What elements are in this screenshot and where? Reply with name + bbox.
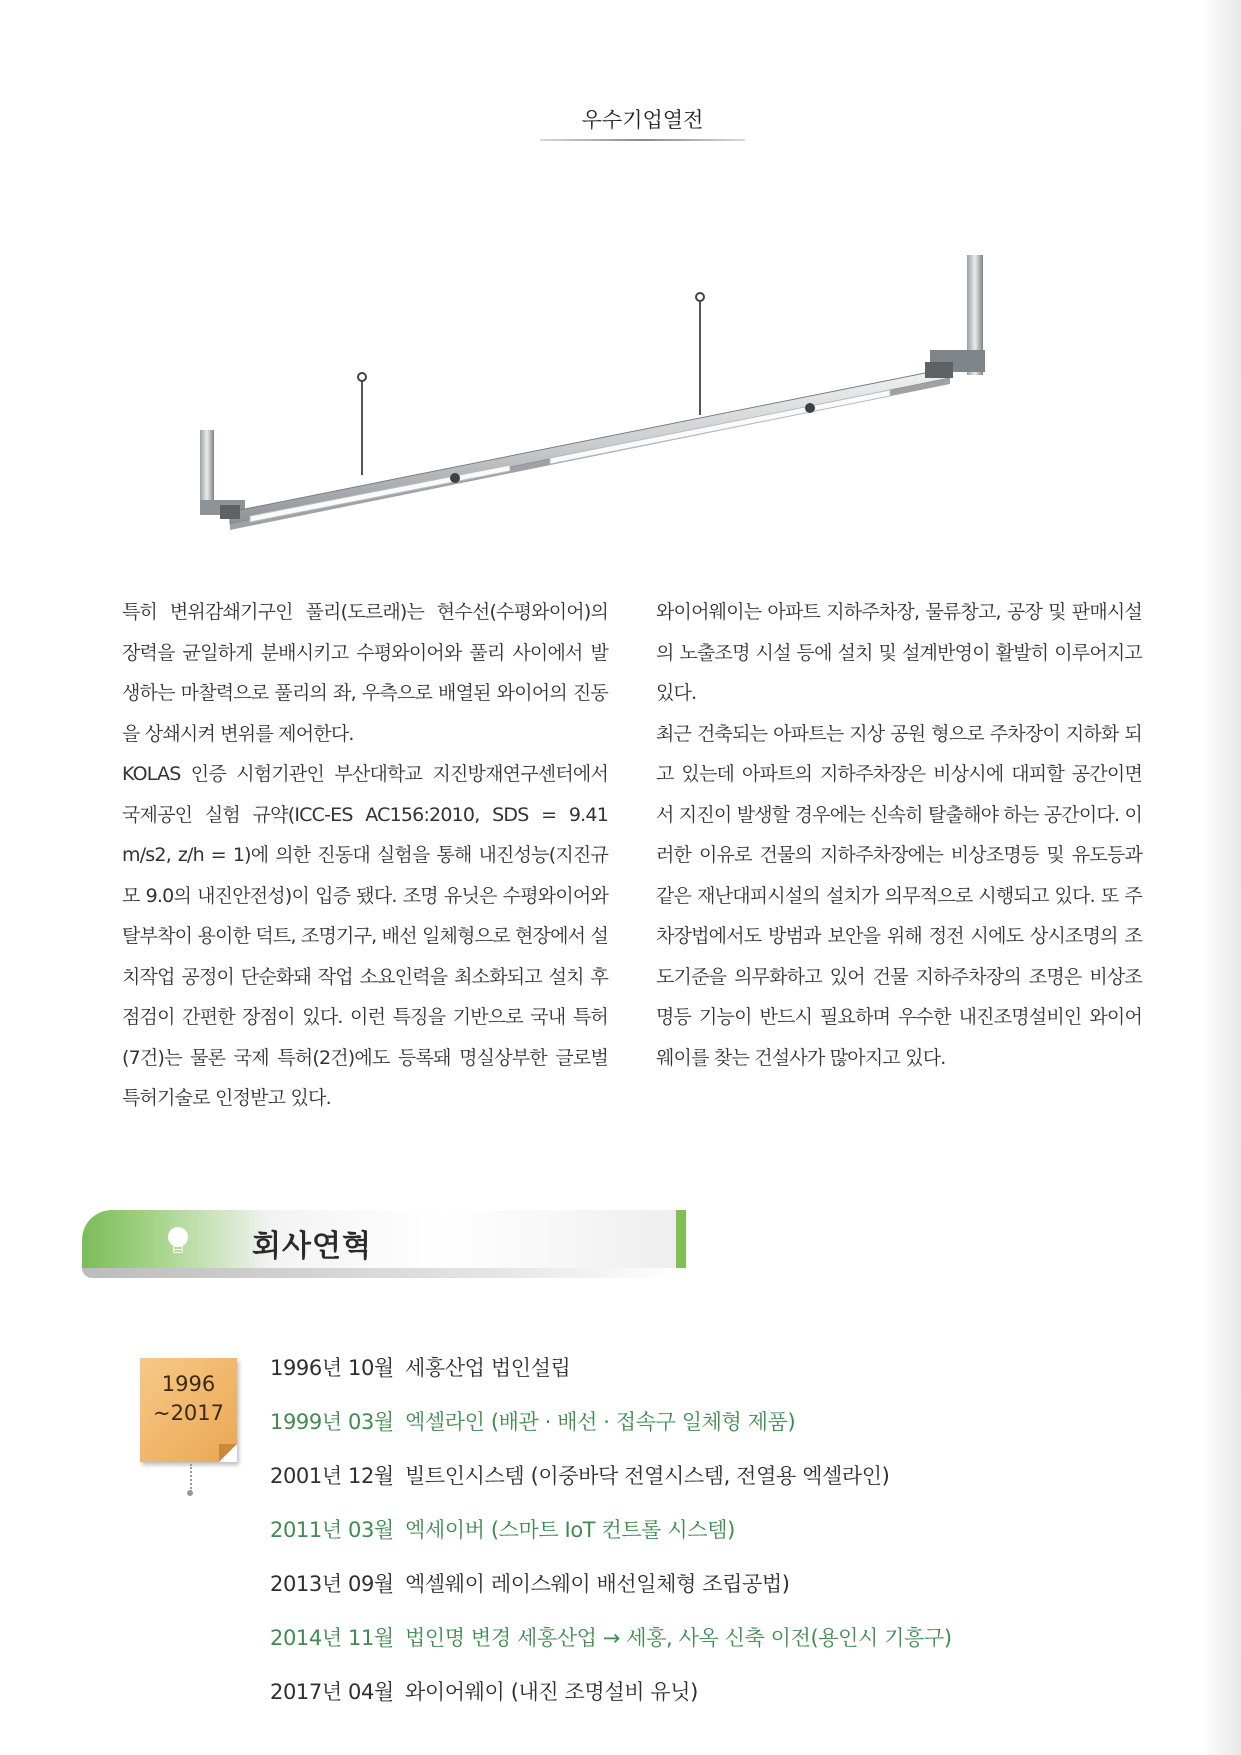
history-timeline	[270, 1352, 1170, 1730]
section-banner	[82, 1210, 692, 1280]
history-entry	[270, 1568, 1170, 1622]
magazine-section-title: 우수기업열전	[581, 108, 704, 132]
history-entry	[270, 1406, 1170, 1460]
history-entry	[270, 1676, 1170, 1730]
history-text: 법인명 변경 세홍산업 → 세홍, 사옥 신축 이전(용인시 기흥구)	[405, 1626, 952, 1650]
timeline-connector	[190, 1464, 192, 1492]
banner-accent	[676, 1210, 686, 1268]
history-date: 1996년 10월	[270, 1356, 394, 1380]
history-date: 2011년 03월	[270, 1518, 394, 1542]
history-date: 2014년 11월	[270, 1626, 394, 1650]
history-entry	[270, 1622, 1170, 1676]
paragraph: 와이어웨이는 아파트 지하주차장, 물류창고, 공장 및 판매시설의 노출조명 시설 등에 설치 및 설계반영이 활발히 이루어지고 있다.	[656, 601, 1142, 704]
wireway-product-image	[190, 250, 1020, 540]
header-rule	[540, 139, 745, 141]
history-date: 2001년 12월	[270, 1464, 394, 1488]
article-column-right	[656, 592, 1142, 1078]
history-text: 엑셀라인 (배관 · 배선 · 접속구 일체형 제품)	[405, 1410, 796, 1434]
period-sticky-note	[140, 1358, 237, 1462]
paragraph: KOLAS 인증 시험기관인 부산대학교 지진방재연구센터에서 국제공인 실험 규약(ICC-ES AC156:2010, SDS = 9.41 m/s2, z/h = 1)에 의한 진동대 실험을 통해 내진성능(지진규모 9.0의 내진안전성)이 입증 됐다. 조명 유닛은 수평와이어와 탈부착이 용이한 덕트, 조명기구, 배선 일체형으로 현장에서 설치작업 공정이 단순화돼 작업 소요인력을 최소화되고 설치 후 점검이 간편한 장점이 있다. 이런 특징을 기반으로 국내 특허(7건)는 물론 국제 특허(2건)에도 등록돼 명실상부한 글로벌 특허기술로 인정받고 있다.	[122, 763, 609, 1109]
period-end: ~2017	[152, 1401, 225, 1425]
history-date: 1999년 03월	[270, 1410, 394, 1434]
history-date: 2017년 04월	[270, 1680, 394, 1704]
history-text: 와이어웨이 (내진 조명설비 유닛)	[405, 1680, 698, 1704]
history-text: 세홍산업 법인설립	[405, 1356, 571, 1380]
note-fold	[219, 1444, 237, 1462]
article-column-left	[122, 592, 608, 1119]
history-entry	[270, 1352, 1170, 1406]
timeline-connector-end	[187, 1490, 193, 1496]
paragraph: 특히 변위감쇄기구인 풀리(도르래)는 현수선(수평와이어)의 장력을 균일하게 분배시키고 수평와이어와 풀리 사이에서 발생하는 마찰력으로 풀리의 좌, 우측으로 배열된 와이어의 진동을 상쇄시켜 변위를 제어한다.	[122, 601, 608, 745]
period-start: 1996	[161, 1372, 216, 1396]
history-text: 빌트인시스템 (이중바닥 전열시스템, 전열용 엑셀라인)	[405, 1464, 890, 1488]
history-text: 엑셀웨이 레이스웨이 배선일체형 조립공법)	[405, 1572, 790, 1596]
section-title: 회사연혁	[252, 1229, 372, 1264]
lightbulb-icon	[164, 1225, 192, 1257]
history-entry	[270, 1514, 1170, 1568]
history-entry	[270, 1460, 1170, 1514]
banner-shadow	[82, 1268, 682, 1278]
page-edge-shadow	[1201, 0, 1241, 1755]
history-text: 엑세이버 (스마트 IoT 컨트롤 시스템)	[405, 1518, 735, 1542]
paragraph: 최근 건축되는 아파트는 지상 공원 형으로 주차장이 지하화 되고 있는데 아파트의 지하주차장은 비상시에 대피할 공간이면서 지진이 발생할 경우에는 신속히 탈출해야 하는 공간이다. 이러한 이유로 건물의 지하주차장에는 비상조명등 및 유도등과 같은 재난대피시설의 설치가 의무적으로 시행되고 있다. 또 주차장법에서도 방범과 보안을 위해 정전 시에도 상시조명의 조도기준을 의무화하고 있어 건물 지하주차장의 조명은 비상조명등 기능이 반드시 필요하며 우수한 내진조명설비인 와이어웨이를 찾는 건설사가 많아지고 있다.	[656, 722, 1143, 1069]
history-date: 2013년 09월	[270, 1572, 394, 1596]
